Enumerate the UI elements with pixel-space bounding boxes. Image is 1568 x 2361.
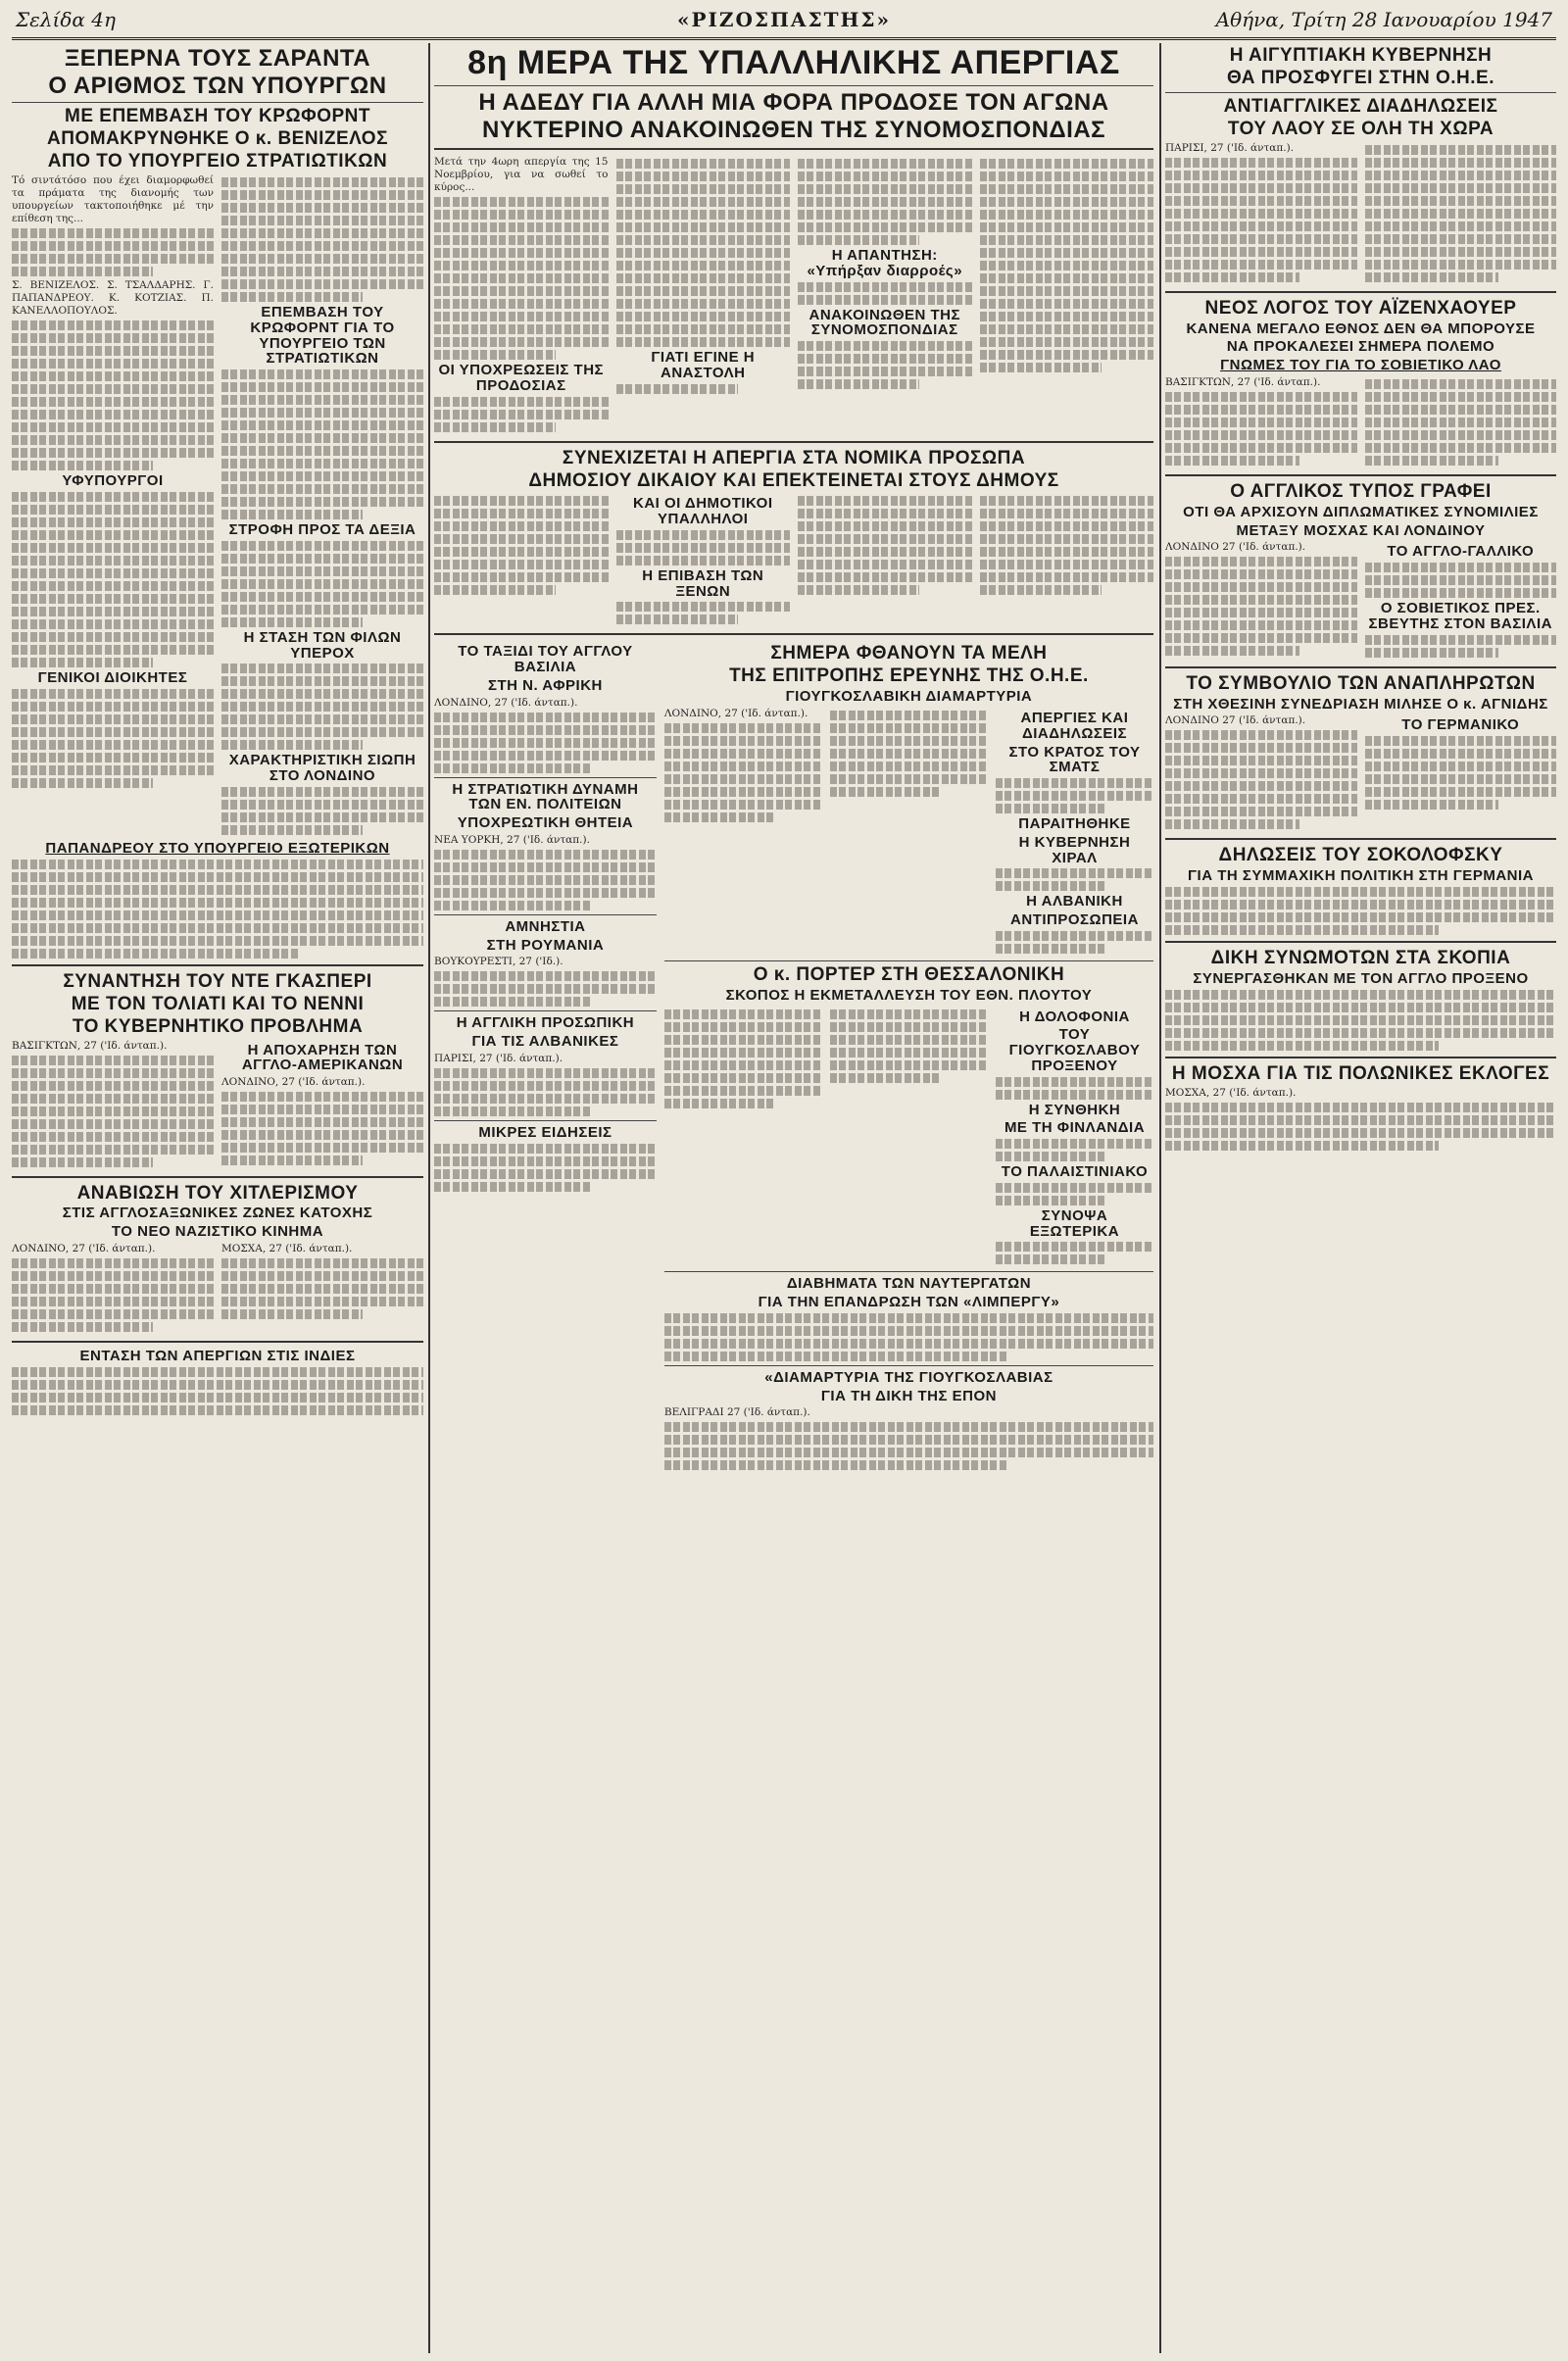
headline-murder-2: ΤΟΥ ΓΙΟΥΓΚΟΣΛΑΒΟΥ ΠΡΟΞΕΝΟΥ [1008, 1026, 1141, 1074]
dateline: ΛΟΝΔΙΝΟ, 27 ('Ιδ. άνταπ.). [434, 696, 578, 709]
headline-egypt-un: ΘΑ ΠΡΟΣΦΥΓΕΙ ΣΤΗΝ Ο.Η.Ε. [1227, 67, 1494, 88]
headline-moscow-london: ΜΕΤΑΞΥ ΜΟΣΧΑΣ ΚΑΙ ΛΟΝΔΙΝΟΥ [1236, 521, 1486, 539]
headline-ministers-2: Ο ΑΡΙΘΜΟΣ ΤΩΝ ΥΠΟΥΡΓΩΝ [48, 73, 387, 100]
headline-murder: Η ΔΟΛΟΦΟΝΙΑ [1019, 1008, 1130, 1025]
dateline: ΛΟΝΔΙΝΟ 27 ('Ιδ. άνταπ.). [1165, 714, 1306, 727]
subhead-deputies: ΥΦΥΠΟΥΡΓΟΙ [62, 472, 164, 490]
headline-treaty-2: ΜΕ ΤΗ ΦΙΝΛΑΝΔΙΑ [1004, 1119, 1146, 1137]
names-list: Σ. ΒΕΝΙΖΕΛΟΣ. Σ. ΤΣΑΛΔΑΡΗΣ. Γ. ΠΑΠΑΝΔΡΕΟΥ. Κ. ΚΟΤΖΙΑΣ. Π. ΚΑΝΕΛΛΟΠΟΥΛΟΣ. [12, 279, 214, 318]
page-number: Σελίδα 4η [16, 8, 117, 31]
headline-small-news: ΜΙΚΡΕΣ ΕΙΔΗΣΕΙΣ [478, 1123, 612, 1141]
headline-agnidis: ΣΤΗ ΧΘΕΣΙΝΗ ΣΥΝΕΔΡΙΑΣΗ ΜΙΛΗΣΕ Ο κ. ΑΓΝΙΔΗΣ [1173, 695, 1548, 713]
headline-albanian-delegation-2: ΑΝΤΙΠΡΟΣΩΠΕΙΑ [1010, 911, 1139, 929]
headline-public-law-1: ΣΥΝΕΧΙΖΕΤΑΙ Η ΑΠΕΡΓΙΑ ΣΤΑ ΝΟΜΙΚΑ ΠΡΟΣΩΠΑ [562, 447, 1026, 468]
headline-yugoslav-epon: «ΔΙΑΜΑΡΤΥΡΙΑ ΤΗΣ ΓΙΟΥΓΚΟΣΛΑΒΙΑΣ [764, 1368, 1054, 1386]
headline-egypt: Η ΑΙΓΥΠΤΙΑΚΗ ΚΥΒΕΡΝΗΣΗ [1229, 45, 1493, 66]
headline-allied-policy: ΓΙΑ ΤΗ ΣΥΜΜΑΧΙΚΗ ΠΟΛΙΤΙΚΗ ΣΤΗ ΓΕΡΜΑΝΙΑ [1188, 867, 1534, 885]
headline-polish-elections: Η ΜΟΣΧΑ ΓΙΑ ΤΙΣ ΠΟΛΩΝΙΚΕΣ ΕΚΛΟΓΕΣ [1171, 1062, 1550, 1084]
subhead-papandreou: ΠΑΠΑΝΔΡΕΟΥ ΣΤΟ ΥΠΟΥΡΓΕΙΟ ΕΞΩΤΕΡΙΚΩΝ [45, 839, 390, 857]
headline-yugoslav-protest: ΓΙΟΥΓΚΟΣΛΑΒΙΚΗ ΔΙΑΜΑΡΤΥΡΙΑ [785, 688, 1033, 706]
dateline: ΛΟΝΔΙΝΟ, 27 ('Ιδ. άνταπ.). [663, 708, 808, 720]
headline-epon-trial: ΓΙΑ ΤΗ ΔΙΚΗ ΤΗΣ ΕΠΟΝ [820, 1387, 997, 1404]
headline-foreign-summary: ΣΥΝΟΨΑ ΕΞΩΤΕΡΙΚΑ [1029, 1206, 1120, 1240]
subhead-governors: ΓΕΝΙΚΟΙ ΔΙΟΙΚΗΤΕΣ [37, 668, 188, 686]
headline-un-members: ΣΗΜΕΡΑ ΦΘΑΝΟΥΝ ΤΑ ΜΕΛΗ [770, 643, 1048, 664]
headline-king-trip-2: ΣΤΗ Ν. ΑΦΡΙΚΗ [488, 676, 603, 694]
strike-lead: Μετά την 4ωρη απεργία της 15 Νοεμβρίου, για να σωθεί το κύρος... [434, 156, 609, 194]
headline-whole-country: ΤΟΥ ΛΑΟΥ ΣΕ ΟΛΗ ΤΗ ΧΩΡΑ [1227, 118, 1494, 139]
headline-british-press: Ο ΑΓΓΛΙΚΟΣ ΤΥΠΟΣ ΓΡΑΦΕΙ [1230, 480, 1492, 502]
dateline: ΒΟΥΚΟΥΡΕΣΤΙ, 27 ('Ιδ.). [434, 956, 564, 968]
center-area [434, 43, 1153, 2353]
subhead-anglo-french: ΤΟ ΑΓΓΛΟ-ΓΑΛΛΙΚΟ [1387, 543, 1535, 561]
headline-us-army: Η ΣΤΡΑΤΙΩΤΙΚΗ ΔΥΝΑΜΗ ΤΩΝ ΕΝ. ΠΟΛΙΤΕΙΩΝ [452, 780, 639, 813]
subhead-anglo-american: Η ΑΠΟΧΑΡΗΣΗ ΤΩΝ ΑΓΓΛΟ-ΑΜΕΡΙΚΑΝΩΝ [241, 1041, 404, 1074]
dateline: ΜΟΣΧΑ, 27 ('Ιδ. άνταπ.). [1165, 1086, 1297, 1099]
dateline: ΛΟΝΔΙΝΟ 27 ('Ιδ. άνταπ.). [1165, 541, 1306, 554]
headline-albanian-delegation: Η ΑΛΒΑΝΙΚΗ [1026, 893, 1123, 910]
dateline: ΠΑΡΙΣΙ, 27 ('Ιδ. άνταπ.). [1165, 141, 1295, 154]
dateline: ΛΟΝΔΙΝΟ, 27 ('Ιδ. άνταπ.). [221, 1076, 366, 1088]
headline-nazi: ΤΟ ΝΕΟ ΝΑΖΙΣΤΙΚΟ ΚΙΝΗΜΑ [111, 1223, 324, 1241]
headline-diplomatic-talks: ΟΤΙ ΘΑ ΑΡΧΙΣΟΥΝ ΔΙΠΛΩΜΑΤΙΚΕΣ ΣΥΝΟΜΙΛΙΕΣ [1183, 503, 1539, 520]
headline-seamen: ΔΙΑΒΗΜΑΤΑ ΤΩΝ ΝΑΥΤΕΡΓΑΤΩΝ [786, 1275, 1032, 1293]
dateline: ΠΑΡΙΣΙ, 27 ('Ιδ. άνταπ.). [434, 1052, 564, 1064]
subhead-turn-right: ΣΤΡΟΦΗ ΠΡΟΣ ΤΑ ΔΕΞΙΑ [228, 521, 416, 539]
headline-anti-british: ΑΝΤΙΑΓΓΛΙΚΕΣ ΔΙΑΔΗΛΩΣΕΙΣ [1223, 95, 1498, 117]
headline-smuts-strikes: ΑΠΕΡΓΙΕΣ ΚΑΙ ΔΙΑΔΗΛΩΣΕΙΣ [1020, 710, 1129, 742]
headline-king-trip: ΤΟ ΤΑΞΙΔΙ ΤΟΥ ΑΓΓΛΟΥ ΒΑΣΙΛΙΑ [458, 643, 633, 676]
lead-paragraph: Τό σιντάτόσο που έχει διαμορφωθεί τα πράματα της διανομής των υπουργείων τακτοποιήθηκε μέ την επίθεση της... [12, 174, 214, 225]
subhead-answer: Η ΑΠΑΝΤΗΣΗ: «Υπήρξαν διαρροές» [807, 247, 963, 279]
masthead [12, 4, 1556, 40]
headline-ministers: ΞΕΠΕΡΝΑ ΤΟΥΣ ΣΑΡΑΝΤΑ [64, 45, 371, 72]
column-rule [428, 43, 430, 2353]
headline-british-consul: ΣΥΝΕΡΓΑΣΘΗΚΑΝ ΜΕ ΤΟΝ ΑΓΓΛΟ ΠΡΟΞΕΝΟ [1193, 969, 1529, 987]
headline-sokolovsky: ΔΗΛΩΣΕΙΣ ΤΟΥ ΣΟΚΟΛΟΦΣΚΥ [1218, 845, 1503, 866]
headline-degasperi: ΣΥΝΑΝΤΗΣΗ ΤΟΥ ΝΤΕ ΓΚΑΣΠΕΡΙ [63, 970, 372, 992]
subhead-why-suspension: ΓΙΑΤΙ ΕΓΙΝΕ Η ΑΝΑΣΤΟΛΗ [651, 349, 756, 381]
headline-amnesty-2: ΣΤΗ ΡΟΥΜΑΝΙΑ [486, 936, 605, 954]
subhead-stance: Η ΣΤΑΣΗ ΤΩΝ ΦΙΛΩΝ ΥΠΕΡΟΧ [243, 628, 402, 662]
headline-british-note: Η ΑΓΓΛΙΚΗ ΠΡΟΣΩΠΙΚΗ [456, 1014, 635, 1032]
headline-us-army-2: ΥΠΟΧΡΕΩΤΙΚΗ ΘΗΤΕΙΑ [457, 814, 634, 832]
subhead-ministry: ΑΠΟ ΤΟ ΥΠΟΥΡΓΕΙΟ ΣΤΡΑΤΙΩΤΙΚΩΝ [47, 151, 388, 172]
dateline: ΛΟΝΔΙΝΟ, 27 ('Ιδ. άνταπ.). [12, 1242, 156, 1254]
dateline: ΝΕΑ ΥΟΡΚΗ, 27 ('Ιδ. άνταπ.). [434, 833, 590, 846]
headline-eisenhower: ΝΕΟΣ ΛΟΓΟΣ ΤΟΥ ΑΪΖΕΝΧΑΟΥΕΡ [1204, 297, 1517, 319]
subhead-venizelos: ΑΠΟΜΑΚΡΥΝΘΗΚΕ Ο κ. ΒΕΝΙΖΕΛΟΣ [47, 128, 388, 150]
subhead-confed-communique: ΑΝΑΚΟΙΝΩΘΕΝ ΤΗΣ ΣΥΝΟΜΟΣΠΟΝΔΙΑΣ [808, 306, 960, 339]
headline-skopje-trial: ΔΙΚΗ ΣΥΝΩΜΟΤΩΝ ΣΤΑ ΣΚΟΠΙΑ [1210, 948, 1511, 968]
dateline: ΒΕΛΙΓΡΑΔΙ 27 ('Ιδ. άνταπ.). [663, 1406, 810, 1419]
headline-zones: ΣΤΙΣ ΑΓΓΛΟΣΑΞΩΝΙΚΕΣ ΖΩΝΕΣ ΚΑΤΟΧΗΣ [62, 1205, 373, 1222]
headline-un-committee: ΤΗΣ ΕΠΙΤΡΟΠΗΣ ΕΡΕΥΝΗΣ ΤΗΣ Ο.Η.Ε. [729, 665, 1089, 687]
headline-british-note-2: ΓΙΑ ΤΙΣ ΑΛΒΑΝΙΚΕΣ [471, 1033, 619, 1051]
headline-porter: Ο κ. ΠΟΡΤΕΡ ΣΤΗ ΘΕΣΣΑΛΟΝΙΚΗ [753, 963, 1065, 985]
headline-amnesty: ΑΜΝΗΣΤΙΑ [505, 917, 586, 935]
headline-smuts-strikes-2: ΣΤΟ ΚΡΑΤΟΣ ΤΟΥ ΣΜΑΤΣ [1008, 743, 1141, 776]
banner-adedy: Η ΑΔΕΔΥ ΓΙΑ ΑΛΛΗ ΜΙΑ ΦΟΡΑ ΠΡΟΔΟΣΕ ΤΟΝ ΑΓΩΝΑ [478, 88, 1109, 116]
dateline: ΜΟΣΧΑ, 27 ('Ιδ. άνταπ.). [221, 1242, 353, 1254]
subhead-soviet-people: ΓΝΩΜΕΣ ΤΟΥ ΓΙΑ ΤΟ ΣΟΒΙΕΤΙΚΟ ΛΑΟ [1220, 357, 1501, 374]
subhead-foreigners: Η ΕΠΙΒΑΣΗ ΤΩΝ ΞΕΝΩΝ [642, 566, 764, 600]
issue-date: Αθήνα, Τρίτη 28 Ιανουαρίου 1947 [1215, 8, 1552, 31]
headline-india-strikes: ΕΝΤΑΣΗ ΤΩΝ ΑΠΕΡΓΙΩΝ ΣΤΙΣ ΙΝΔΙΕΣ [79, 1347, 356, 1364]
headline-gov-problem: ΤΟ ΚΥΒΕΡΝΗΤΙΚΟ ΠΡΟΒΛΗΜΑ [72, 1015, 364, 1037]
headline-hira-gov: Η ΚΥΒΕΡΝΗΣΗ ΧΙΡΑΛ [1018, 833, 1131, 866]
dateline: ΒΑΣΙΓΚΤΩΝ, 27 ('Ιδ. άνταπ.). [12, 1039, 168, 1052]
headline-palestine: ΤΟ ΠΑΛΑΙΣΤΙΝΙΑΚΟ [1001, 1163, 1149, 1180]
headline-war: ΝΑ ΠΡΟΚΑΛΕΣΕΙ ΣΗΜΕΡΑ ΠΟΛΕΜΟ [1226, 338, 1495, 356]
headline-togliatti: ΜΕ ΤΟΝ ΤΟΛΙΑΤΙ ΚΑΙ ΤΟ ΝΕΝΝΙ [71, 993, 365, 1014]
column-rule [1159, 43, 1161, 2353]
headline-exploitation: ΣΚΟΠΟΣ Η ΕΚΜΕΤΑΛΛΕΥΣΗ ΤΟΥ ΕΘΝ. ΠΛΟΥΤΟΥ [725, 986, 1093, 1004]
headline-public-law-2: ΔΗΜΟΣΙΟΥ ΔΙΚΑΙΟΥ ΚΑΙ ΕΠΕΚΤΕΙΝΕΤΑΙ ΣΤΟΥΣ ΔΗΜΟΥΣ [528, 469, 1059, 491]
subhead-municipal: ΚΑΙ ΟΙ ΔΗΜΟΤΙΚΟΙ ΥΠΑΛΛΗΛΟΙ [632, 495, 773, 528]
headline-liberty: ΓΙΑ ΤΗΝ ΕΠΑΝΔΡΩΣΗ ΤΩΝ «ΛΙΜΠΕΡΓΥ» [758, 1294, 1060, 1310]
headline-treaty: Η ΣΥΝΘΗΚΗ [1028, 1101, 1121, 1118]
subhead-intervention: ΕΠΕΜΒΑΣΗ ΤΟΥ ΚΡΩΦΟΡΝΤ ΓΙΑ ΤΟ ΥΠΟΥΡΓΕΙΟ ΤΩΝ ΣΤΡΑΤΙΩΤΙΚΩΝ [250, 304, 395, 368]
dateline: ΒΑΣΙΓΚΤΩΝ, 27 ('Ιδ. άνταπ.). [1165, 375, 1321, 388]
subhead-german: ΤΟ ΓΕΡΜΑΝΙΚΟ [1401, 716, 1520, 734]
headline-hitlerism: ΑΝΑΒΙΩΣΗ ΤΟΥ ΧΙΤΛΕΡΙΣΜΟΥ [76, 1182, 359, 1204]
headline-no-nation: ΚΑΝΕΝΑ ΜΕΓΑΛΟ ΕΘΝΟΣ ΔΕΝ ΘΑ ΜΠΟΡΟΥΣΕ [1186, 320, 1536, 337]
headline-deputies-council: ΤΟ ΣΥΜΒΟΥΛΙΟ ΤΩΝ ΑΝΑΠΛΗΡΩΤΩΝ [1186, 672, 1536, 694]
headline-hira-resigned: ΠΑΡΑΙΤΗΘΗΚΕ [1018, 815, 1131, 833]
banner-communique: ΝΥΚΤΕΡΙΝΟ ΑΝΑΚΟΙΝΩΘΕΝ ΤΗΣ ΣΥΝΟΜΟΣΠΟΝΔΙΑΣ [481, 116, 1106, 143]
subhead-silence: ΧΑΡΑΚΤΗΡΙΣΤΙΚΗ ΣΙΩΠΗ ΣΤΟ ΛΟΝΔΙΝΟ [228, 752, 416, 785]
subhead-obligations: ΟΙ ΥΠΟΧΡΕΩΣΕΙΣ ΤΗΣ ΠΡΟΔΟΣΙΑΣ [438, 362, 605, 394]
subhead-soviet-ambassador: Ο ΣΟΒΙΕΤΙΚΟΣ ΠΡΕΣ. ΣΒΕΥΤΗΣ ΣΤΟΝ ΒΑΣΙΛΙΑ [1368, 600, 1552, 632]
subhead-crawford: ΜΕ ΕΠΕΜΒΑΣΗ ΤΟΥ ΚΡΩΦΟΡΝΤ [65, 106, 370, 127]
left-column [12, 43, 423, 2353]
banner-strike-day: 8η ΜΕΡΑ ΤΗΣ ΥΠΑΛΛΗΛΙΚΗΣ ΑΠΕΡΓΙΑΣ [467, 44, 1120, 81]
newspaper-title: «ΡΙΖΟΣΠΑΣΤΗΣ» [676, 8, 892, 31]
right-column [1165, 43, 1556, 2353]
